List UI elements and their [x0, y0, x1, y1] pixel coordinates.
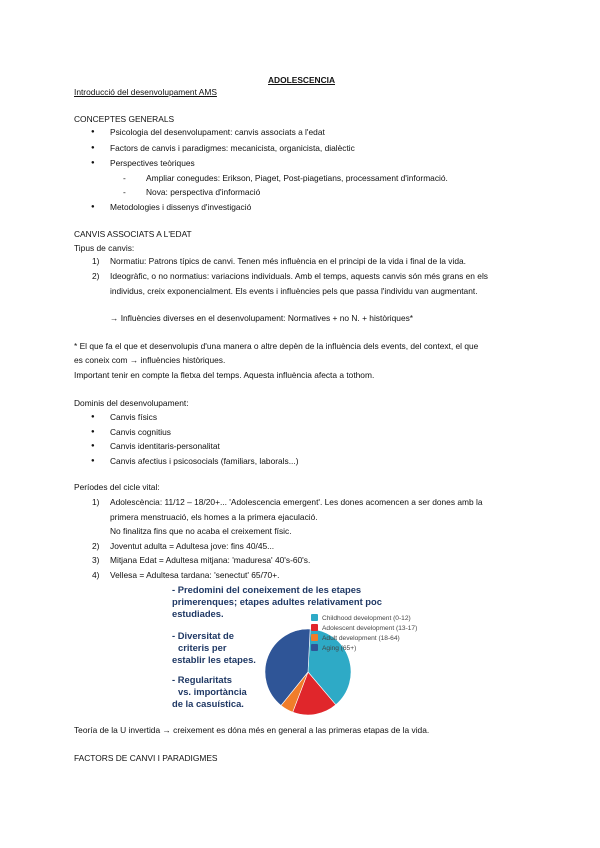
- change-type-ideographic-cont: individus, creix exponencialment. Els events i influències pels que passa l'individu van augmentant.: [110, 286, 478, 296]
- general-item: ● Metodologies i dissenys d'investigació: [110, 202, 251, 213]
- note-line: * El que fa el que et desenvolupis d'una manera o altre depèn de la influència dels events, del context, el que: [74, 341, 479, 351]
- list-number: 1): [92, 256, 100, 266]
- u-theory-line: Teoría de la U invertida → creixement es dóna més en general a las primeras etapas de la vida.: [74, 725, 430, 735]
- legend-item: [311, 614, 417, 624]
- annotation-line: establir les etapes.: [172, 654, 256, 665]
- period-adolescence-cont: primera menstruació, els homes a la primera ejaculació.: [110, 512, 318, 522]
- period-middle-age: Mitjana Edat = Adultesa mitjana: 'maduresa' 40's-60's.: [110, 555, 311, 565]
- domain-item: ● Canvis afectius i psicosocials (familiars, laborals...): [110, 456, 299, 467]
- domains-heading: Dominis del desenvolupament:: [74, 398, 189, 408]
- legend-swatch: [311, 624, 318, 631]
- legend-swatch: [311, 614, 318, 621]
- annotation-line: - Predomini del coneixement de les etapes: [172, 584, 362, 595]
- legend-label: Adolescent development (13-17): [322, 625, 418, 632]
- legend-swatch: [311, 644, 318, 651]
- general-subitem: - Ampliar conegudes: Erikson, Piaget, Post-piagetians, processament d'informació.: [146, 173, 448, 184]
- factors-heading: FACTORS DE CANVI I PARADIGMES: [74, 753, 218, 763]
- document-title: ADOLESCENCIA: [268, 75, 336, 85]
- general-subitem: - Nova: perspectiva d'informació: [146, 187, 260, 198]
- domain-item: ● Canvis identitaris-personalitat: [110, 441, 220, 452]
- annotation-line: - Regularitats: [172, 674, 232, 685]
- general-heading: CONCEPTES GENERALS: [74, 114, 175, 124]
- changes-heading: CANVIS ASSOCIATS A L'EDAT: [74, 229, 192, 239]
- list-number: 1): [92, 497, 100, 507]
- annotation-line: de la casuística.: [172, 698, 244, 709]
- periods-heading: Períodes del cicle vital:: [74, 482, 160, 492]
- period-young-adult: Joventut adulta = Adultesa jove: fins 40/45...: [110, 541, 275, 551]
- annotation-line: estudiades.: [172, 608, 224, 619]
- annotation-line: primerenques; etapes adultes relativament poc: [172, 596, 382, 607]
- legend-label: Adult development (18-64): [322, 635, 400, 642]
- legend-label: Childhood development (0-12): [322, 615, 411, 622]
- influences-arrow-line: → Influències diverses en el desenvolupament: Normatives + no N. + històriques*: [110, 313, 414, 323]
- annotation-line: vs. importància: [178, 686, 247, 697]
- period-adolescence: Adolescència: 11/12 – 18/20+... 'Adolescencia emergent'. Les dones acomencen a ser dones amb la: [110, 497, 483, 507]
- legend-item: [311, 644, 417, 654]
- note-line: Important tenir en compte la fletxa del temps. Aquesta influència afecta a tothom.: [74, 370, 375, 380]
- note-line: es coneix com → influències històriques.: [74, 355, 226, 365]
- list-number: 3): [92, 555, 100, 565]
- legend-label: Aging (65+): [322, 645, 357, 652]
- period-old-age: Vellesa = Adultesa tardana: 'senectut' 65/70+.: [110, 570, 280, 580]
- list-number: 2): [92, 271, 100, 281]
- legend-item: [311, 634, 417, 644]
- general-item: ● Perspectives teòriques: [110, 158, 195, 169]
- changes-types-label: Tipus de canvis:: [74, 243, 135, 253]
- change-type-normative: Normatiu: Patrons típics de canvi. Tenen més influència en el principi de la vida i final de la vida.: [110, 256, 466, 266]
- legend-swatch: [311, 634, 318, 641]
- list-number: 4): [92, 570, 100, 580]
- domain-item: ● Canvis cognitius: [110, 427, 171, 438]
- legend-item: [311, 624, 417, 634]
- change-type-ideographic: Ideogràfic, o no normatius: variacions individuals. Amb el temps, aquests canvis són més grans en els: [110, 271, 488, 281]
- annotation-line: - Diversitat de: [172, 630, 234, 641]
- annotation-line: criteris per: [178, 642, 227, 653]
- list-number: 2): [92, 541, 100, 551]
- domain-item: ● Canvis físics: [110, 412, 157, 423]
- general-item: ● Psicologia del desenvolupament: canvis associats a l'edat: [110, 127, 325, 138]
- general-item: ● Factors de canvis i paradigmes: mecanicista, organicista, dialèctic: [110, 143, 355, 154]
- period-adolescence-cont: No finalitza fins que no acaba el creixement físic.: [110, 526, 292, 536]
- pie-legend: [311, 614, 417, 654]
- intro-heading: Introducció del desenvolupament AMS: [74, 87, 217, 97]
